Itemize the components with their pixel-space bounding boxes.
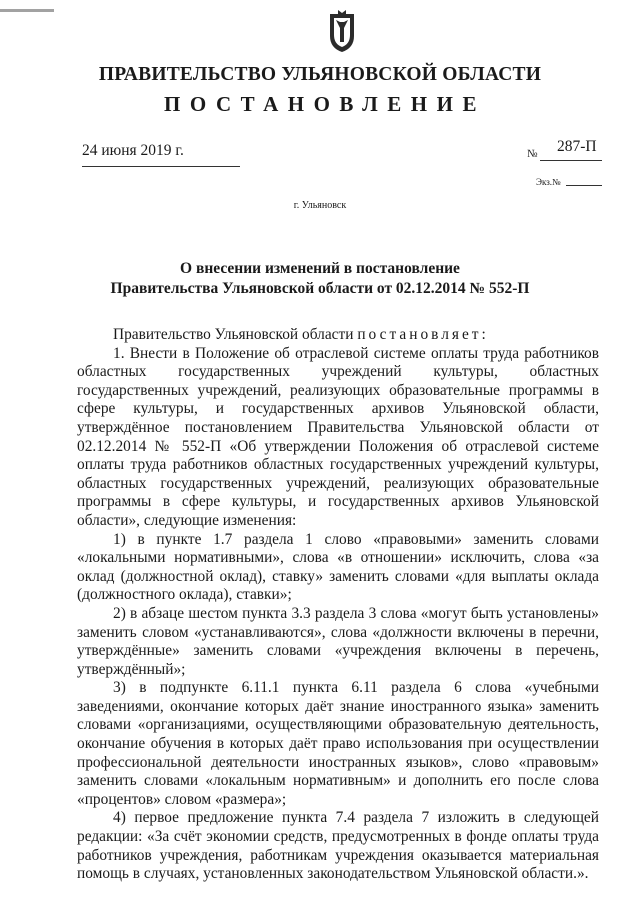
paragraph-item-1: 1) в пункте 1.7 раздела 1 слово «правовыми» заменить словами «локальными нормативными», слова «в отношении» исключить, слова «за оклад (должностной оклад), ставку» заменить словами «для выплаты оклада (должностного оклада), ставки»; — [77, 530, 599, 604]
coat-of-arms-icon — [328, 10, 356, 54]
date-underline — [82, 166, 240, 167]
scan-corner-mark — [0, 9, 54, 12]
intro-prefix: Правительство Ульяновской области — [113, 326, 358, 343]
city-name: г. Ульяновск — [293, 200, 347, 211]
paragraph-item-2: 2) в абзаце шестом пункта 3.3 раздела 3 слова «могут быть установлены» заменить словом «устанавливаются», слова «должности включены в перечни, утверждённые» заменить словами «учреждения включены в перечень, утверждённый»; — [77, 604, 599, 678]
number-underline — [540, 160, 602, 161]
subject-line-1: О внесении изменений в постановление — [180, 260, 460, 277]
paragraph-item-3: 3) в подпункте 6.11.1 пункта 6.11 раздела 6 слова «учебными заведениями, окончание которых даёт знание иностранного языка» заменить словами «организациями, осуществляющими образовательную деятельность, окончание обучения в которых даёт право использования при осуществлении профессиональной деятельности иностранных языков», слово «правовым» заменить словами «локальным нормативным» и дополнить его после слова «процентов» словом «размера»; — [77, 679, 599, 808]
intro-decree-word: постановляет: — [357, 326, 489, 343]
copy-number-label: Экз.№ — [536, 177, 561, 187]
paragraph-1: 1. Внести в Положение об отраслевой системе оплаты труда работников областных государственных учреждений культуры, областных государственных учреждений, реализующих образовательные программы в сфере культуры, и государственных архивов Ульяновской области, утверждённое постановлением Правительства Ульяновской области от 02.12.2014 № 552-П «Об утверждении Положения об отраслевой системе оплаты труда работников областных государственных учреждений культуры, областных государственных учреждений, реализующих образовательные программы в сфере культуры, и государственных архивов Ульяновской области», следующие изменения: — [77, 344, 599, 529]
intro-paragraph — [77, 326, 599, 345]
paragraph-item-4: 4) первое предложение пункта 7.4 раздела 7 изложить в следующей редакции: «За счёт экономии средств, предусмотренных в фонде оплаты труда работников учреждения, работникам учреждения оказывается материальная помощь в случаях, установленных законодательством Ульяновской области.». — [77, 809, 599, 883]
document-date: 24 июня 2019 г. — [82, 142, 184, 159]
document-subject — [0, 259, 640, 299]
subject-line-2: Правительства Ульяновской области от 02.12.2014 № 552-П — [110, 280, 530, 297]
government-title: ПРАВИТЕЛЬСТВО УЛЬЯНОВСКОЙ ОБЛАСТИ — [98, 64, 542, 85]
document-number: 287-П — [557, 138, 597, 155]
document-body — [77, 326, 599, 884]
number-label: № — [527, 148, 538, 160]
document-type-title: ПОСТАНОВЛЕНИЕ — [164, 92, 486, 116]
copy-number-underline — [566, 185, 602, 186]
